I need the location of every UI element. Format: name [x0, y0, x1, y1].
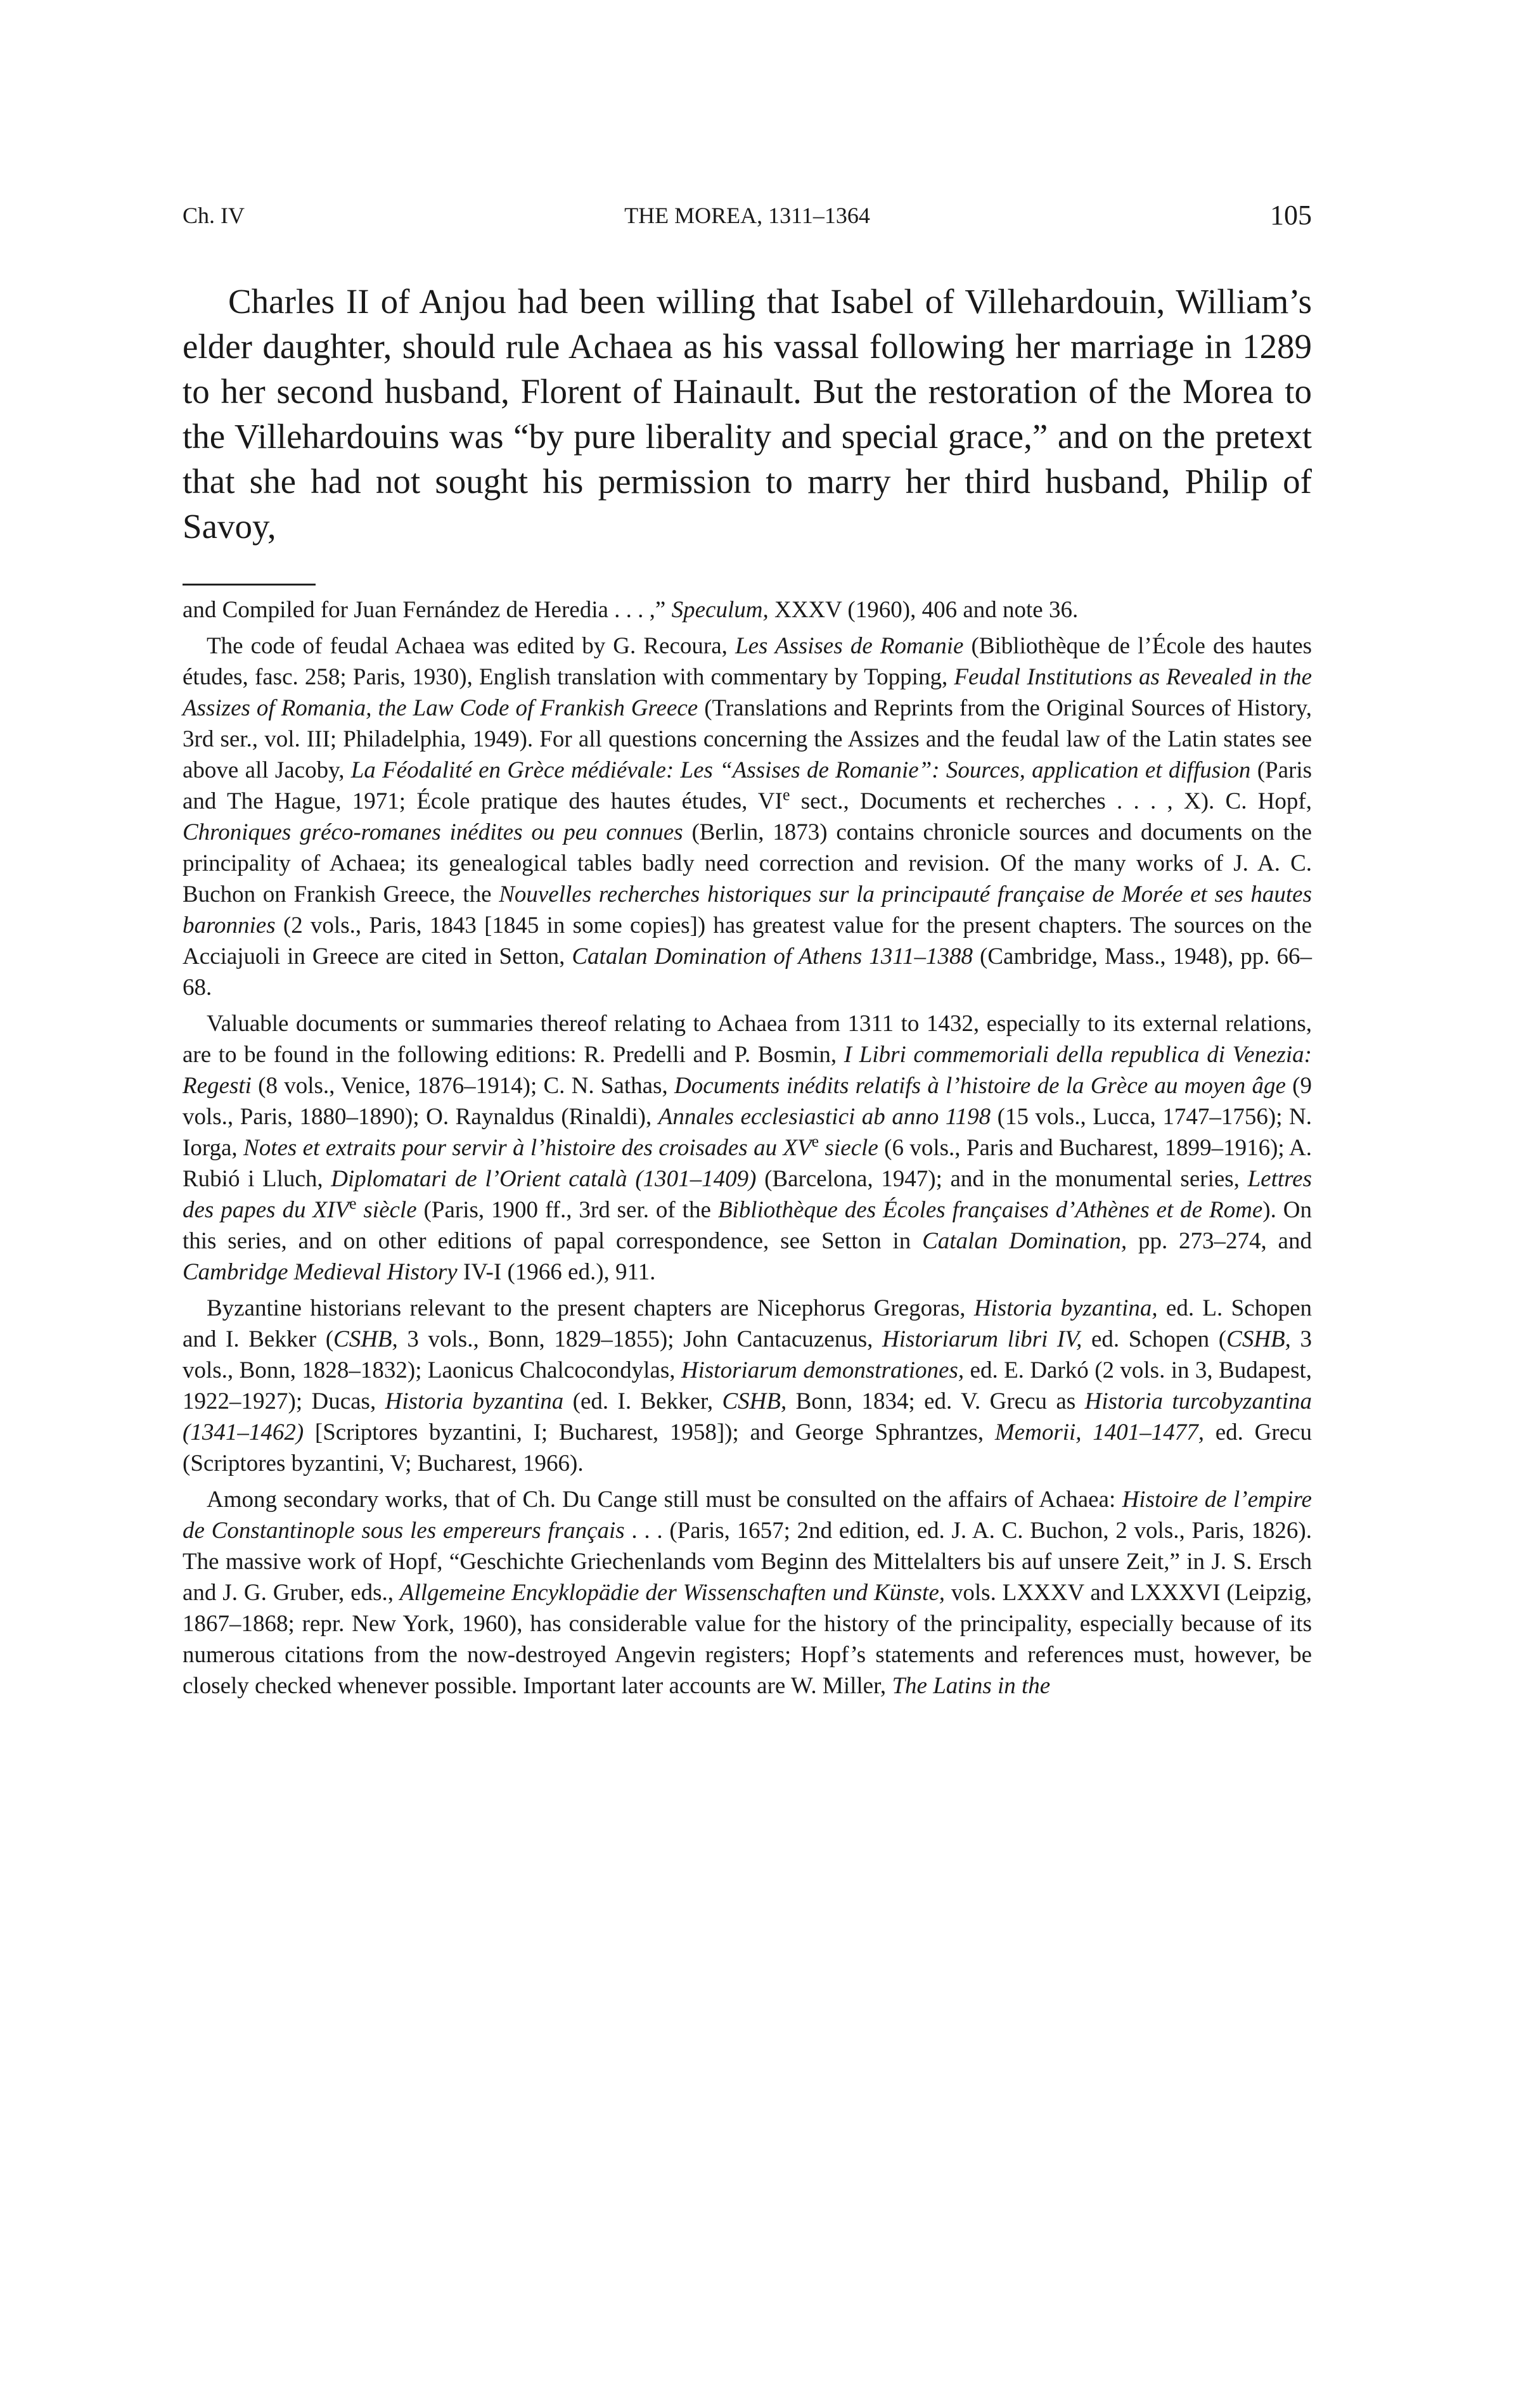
footnote-text: (ed. I. Bekker, — [563, 1388, 722, 1414]
footnote-title: Les Assises de Romanie — [735, 633, 964, 659]
footnote-title: Speculum, — [671, 597, 769, 623]
footnote-title: Historia turcobyzantina (1341–1462) — [183, 1388, 1312, 1445]
superscript: e — [811, 1132, 819, 1151]
footnote-title: Cambridge Medieval History — [183, 1259, 458, 1285]
superscript: e — [349, 1194, 357, 1213]
footnote-title: CSHB, — [722, 1388, 787, 1414]
footnote-text: XXXV (1960), 406 and note 36. — [768, 597, 1079, 623]
footnote-text: 3 vols., Bonn, 1828–1832); Laonicus Chalcocondylas, — [183, 1326, 1312, 1383]
footnote-title: Lettres des papes du XIV — [183, 1166, 1312, 1223]
footnote-text: 3 vols., Bonn, 1829–1855); John Cantacuzenus, — [397, 1326, 882, 1352]
footnote-title: Historia byzantina — [385, 1388, 564, 1414]
footnote-title: Documents inédits relatifs à l’histoire de la Grèce au moyen âge — [674, 1073, 1286, 1099]
footnote-text: (6 vols., Paris and Bucharest, 1899–1916); A. Rubió i Lluch, — [183, 1135, 1312, 1192]
main-paragraph: Charles II of Anjou had been willing that Isabel of Villehardouin, William’s elder daughter, should rule Achaea as his vassal following her marriage in 1289 to her second husband, Florent of Hainault. But the restoration of the Morea to the Villehardouins was “by pure liberality and special grace,” and on the pretext that she had not sought his permission to marry her third husband, Philip of Savoy, — [183, 282, 1312, 546]
footnote-title: Memorii, 1401–1477, — [994, 1419, 1204, 1445]
footnote-text: (Berlin, 1873) contains chronicle sources and documents on the principality of Achaea; its genealogical tables badly need correction and revision. Of the many works of J. A. C. Buchon on Frankish Greece, the — [183, 819, 1312, 907]
book-page — [183, 190, 1312, 1707]
footnote-text: . . . (Paris, 1657; 2nd edition, ed. J. A. C. Buchon, 2 vols., Paris, 1826). The massive work of Hopf, “Geschichte Griechenlands vom Beginn des Mittelalters bis auf unsere Zeit,” in J. S. Ersch and J. G. Gruber, eds., — [183, 1518, 1312, 1606]
footnote-title: Notes et extraits pour servir à l’histoire des croisades au XV — [243, 1135, 812, 1161]
footnote-text: (8 vols., Venice, 1876–1914); C. N. Sathas, — [251, 1073, 674, 1099]
footnote-text: sect., Documents et recherches . . . , X). C. Hopf, — [790, 788, 1312, 814]
running-header — [183, 190, 1312, 241]
footnote-text: and Compiled for Juan Fernández de Heredia . . . ,” — [183, 597, 672, 623]
chapter-label: Ch. IV — [183, 203, 245, 228]
footnote-text: ). On this series, and on other editions of papal correspondence, see Setton in — [183, 1197, 1312, 1254]
footnote-text: (2 vols., Paris, 1843 [1845 in some copies]) has greatest value for the present chapters. The sources on the Acciajuoli in Greece are cited in Setton, — [183, 913, 1312, 970]
footnote-paragraph-documents — [183, 1008, 1312, 1288]
footnote-title: Historiarum demonstrationes, — [681, 1357, 965, 1383]
footnote-paragraph-assizes — [183, 631, 1312, 1003]
footnote-text: Valuable documents or summaries thereof relating to Achaea from 1311 to 1432, especially to its external relations, are to be found in the following editions: R. Predelli and P. Bosmin, — [183, 1011, 1312, 1068]
footnote-title: Historiarum libri IV, — [882, 1326, 1082, 1352]
footnote-text: ed. L. Schopen and I. Bekker ( — [183, 1295, 1312, 1352]
footnote-text: The code of feudal Achaea was edited by G. Recoura, — [207, 633, 736, 659]
footnote-title: siecle — [819, 1135, 878, 1161]
footnote-title: I Libri commemoriali della republica di Venezia: Regesti — [183, 1042, 1312, 1099]
footnote-text: (Translations and Reprints from the Original Sources of History, 3rd ser., vol. III; Philadelphia, 1949). For all questions concerning the Assizes and the feudal law of the Latin states see above all Jacoby, — [183, 695, 1312, 783]
footnote-text: (Paris, 1900 ff., 3rd ser. of the — [416, 1197, 718, 1223]
superscript: e — [782, 785, 790, 804]
footnote-paragraph-secondary — [183, 1484, 1312, 1701]
footnote-text: Among secondary works, that of Ch. Du Cange still must be consulted on the affairs of Achaea: — [207, 1487, 1122, 1513]
footnote-title: CSHB, — [1226, 1326, 1291, 1352]
footnote-title: The Latins in the — [892, 1673, 1051, 1699]
footnote-title: Bibliothèque des Écoles françaises d’Athènes et de Rome — [717, 1197, 1263, 1223]
footnote-title: Catalan Domination, — [922, 1228, 1127, 1254]
footnote-title: Histoire de l’empire de Constantinople sous les empereurs français — [183, 1487, 1312, 1544]
footnote-text: vols. LXXXV and LXXXVI (Leipzig, 1867–1868; repr. New York, 1960), has considerable value for the history of the principality, especially because of its numerous citations from the now-destroyed Angevin registers; Hopf’s statements and references must, however, be closely checked whenever possible. Important later accounts are W. Miller, — [183, 1580, 1312, 1699]
footnote-text: IV-I (1966 ed.), 911. — [457, 1259, 656, 1285]
running-title: THE MOREA, 1311–1364 — [624, 203, 870, 228]
footnote-divider — [183, 584, 316, 586]
footnote-title: CSHB, — [333, 1326, 398, 1352]
footnote-title: Allgemeine Encyklopädie der Wissenschaften und Künste, — [399, 1580, 946, 1606]
footnote-title: Diplomatari de l’Orient català (1301–1409) — [331, 1166, 757, 1192]
footnote-text: (Barcelona, 1947); and in the monumental series, — [756, 1166, 1248, 1192]
footnote-title: Chroniques gréco-romanes inédites ou peu connues — [183, 819, 683, 845]
footnote-title: siècle — [356, 1197, 417, 1223]
footnote-text: Bonn, 1834; ed. V. Grecu as — [786, 1388, 1085, 1414]
footnote-text: (9 vols., Paris, 1880–1890); O. Raynaldus (Rinaldi), — [183, 1073, 1312, 1130]
footnote-text: Byzantine historians relevant to the present chapters are Nicephorus Gregoras, — [207, 1295, 974, 1321]
footnote-text: pp. 273–274, and — [1127, 1228, 1312, 1254]
footnote-text: (15 vols., Lucca, 1747–1756); N. Iorga, — [183, 1104, 1312, 1161]
footnotes — [183, 594, 1312, 1701]
footnote-title: Catalan Domination of Athens 1311–1388 — [572, 944, 973, 970]
footnote-text: [Scriptores byzantini, I; Bucharest, 1958]); and George Sphrantzes, — [304, 1419, 995, 1445]
footnote-title: Historia byzantina, — [973, 1295, 1158, 1321]
footnote-text: ed. Schopen ( — [1082, 1326, 1227, 1352]
footnote-title: Annales ecclesiastici ab anno 1198 — [658, 1104, 991, 1130]
footnote-text: (Paris and The Hague, 1971; École pratique des hautes études, VI — [183, 757, 1312, 814]
footnote-text: ed. Grecu (Scriptores byzantini, V; Bucharest, 1966). — [183, 1419, 1312, 1476]
footnote-title: Feudal Institutions as Revealed in the Assizes of Romania, the Law Code of Frankish Greece — [183, 664, 1312, 721]
footnote-text: ed. E. Darkó (2 vols. in 3, Budapest, 1922–1927); Ducas, — [183, 1357, 1312, 1414]
footnote-title: Nouvelles recherches historiques sur la principauté française de Morée et ses hautes baronnies — [183, 881, 1312, 938]
footnote-text: (Bibliothèque de l’École des hautes études, fasc. 258; Paris, 1930), English translation with commentary by Topping, — [183, 633, 1312, 690]
page-number: 105 — [1270, 200, 1312, 231]
footnote-paragraph-byzantine — [183, 1293, 1312, 1479]
footnote-text: (Cambridge, Mass., 1948), pp. 66–68. — [183, 944, 1312, 1001]
footnote-title: La Féodalité en Grèce médiévale: Les “Assises de Romanie”: Sources, application et diffusion — [350, 757, 1251, 783]
footnote-continuation — [183, 594, 1312, 625]
